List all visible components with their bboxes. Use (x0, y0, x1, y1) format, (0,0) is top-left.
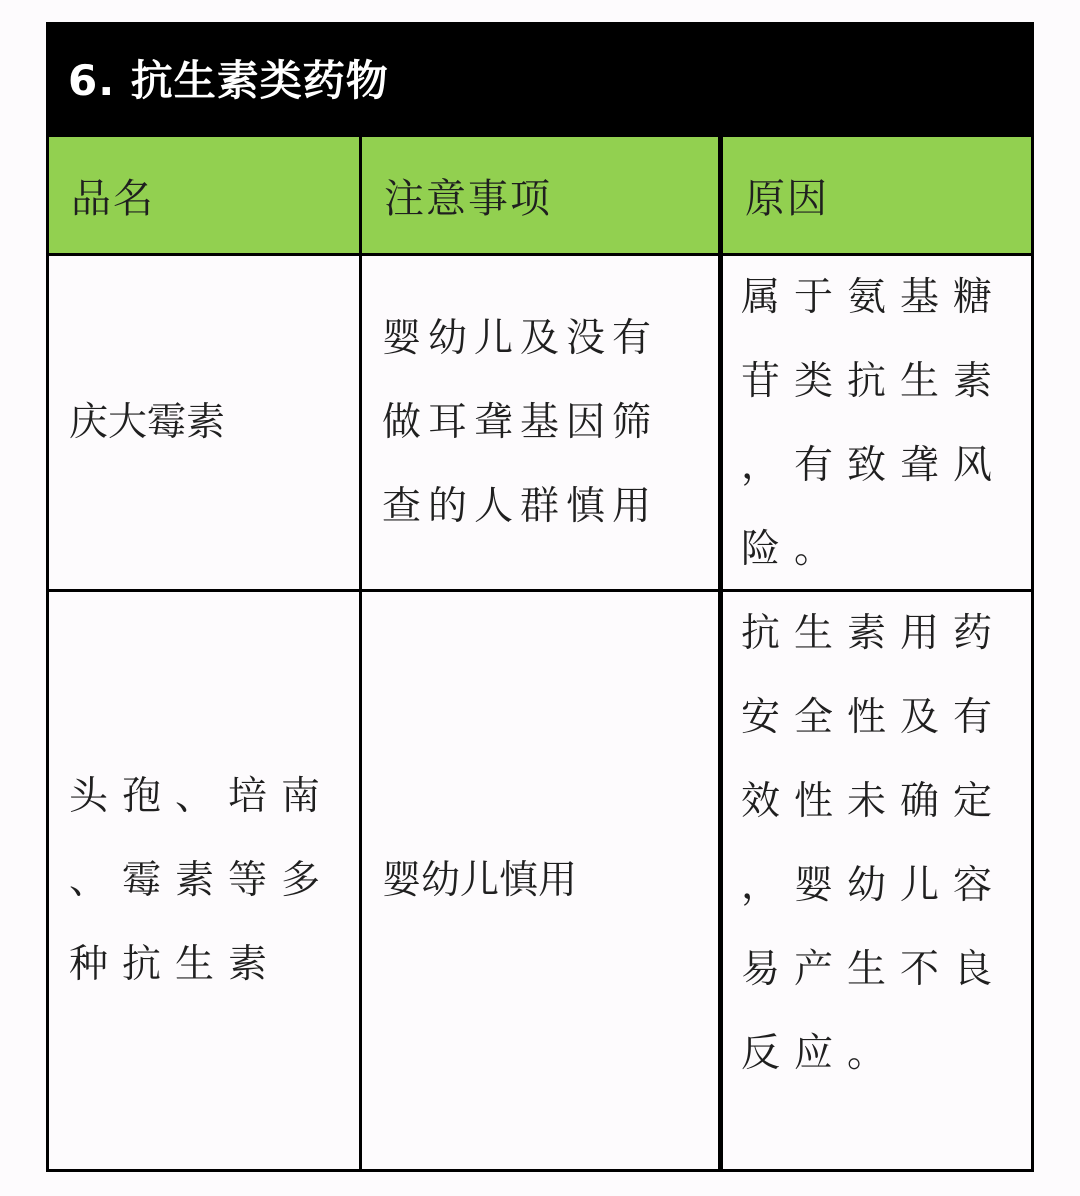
drug-reason: 抗生素用药 安全性及有 效性未确定 ，婴幼儿容 易产生不良 反应。 (741, 611, 1007, 1076)
table-row-2-reason-cell (723, 592, 1031, 1169)
table-row-1-reason-cell (723, 256, 1031, 589)
table-row-1-name-cell (49, 256, 359, 589)
header-reason: 原因 (723, 137, 1031, 253)
table-title: 6. 抗生素类药物 (46, 22, 1034, 134)
drug-name: 头孢、培南 、霉素等多 种抗生素 (69, 773, 335, 987)
table-row-1-note-cell (362, 256, 718, 589)
drug-note: 婴幼儿及没有 做耳聋基因筛 查的人群慎用 (382, 315, 659, 529)
header-name: 品名 (49, 137, 359, 253)
drug-note: 婴幼儿慎用 (382, 857, 578, 903)
table-row-2-name-cell (49, 592, 359, 1169)
table-row-2-note-cell (362, 592, 718, 1169)
drug-reason: 属于氨基糖 苷类抗生素 ，有致聋风 险。 (741, 275, 1007, 572)
drug-name: 庆大霉素 (69, 399, 226, 445)
header-notes: 注意事项 (362, 137, 718, 253)
drug-table (46, 22, 1034, 1172)
